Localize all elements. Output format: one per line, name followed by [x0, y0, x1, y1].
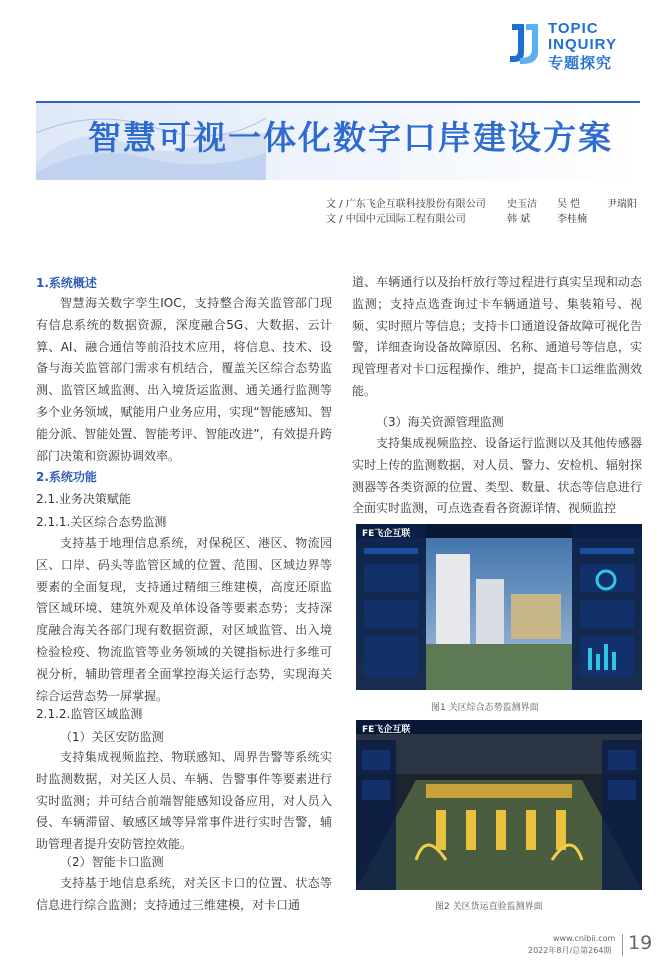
- section-heading-overview: 1.系统概述: [36, 276, 97, 290]
- paragraph-overview: [36, 293, 332, 467]
- footer-url: www.cnibii.com: [553, 934, 616, 943]
- author-affiliation-1: 文 / 广东飞企互联科技股份有限公司: [326, 199, 486, 210]
- article-title: 智慧可视一体化数字口岸建设方案: [88, 118, 613, 157]
- paragraph-text: 支持集成视频监控、物联感知、周界告警等系统实时监测数据，对关区人员、车辆、告警事件等要素进行实时监测；并可结合前端智能感知设备应用，对人员入侵、车辆滞留、敏感区域等异常事件进行实时告警，辅助管理者提升安防管控效能。: [36, 750, 332, 852]
- figure-1-brand: FE飞企互联: [362, 529, 411, 539]
- item-heading: （1）关区安防监测: [60, 730, 164, 744]
- paragraph-security: [36, 747, 332, 856]
- logo-inquiry-text: INQUIRY: [548, 36, 617, 53]
- item-heading: （3）海关资源管理监测: [376, 415, 504, 429]
- author-name: 李桂楠: [557, 214, 587, 225]
- paragraph-situation: [36, 533, 332, 707]
- paragraph-text: 智慧海关数字孪生IOC，支持整合海关监管部门现有信息系统的数据资源，深度融合5G、大数据、云计算、AI、融合通信等前沿技术应用，将信息、技术、设备与海关监管部门需求有机结合，覆盖关区综合态势监测、监管区域监测、出入境货运监测、通关通行监测等多个业务领域，赋能用户业务应用，实现“智能感知、智能分派、智能处置、智能考评、智能改进”，有效提升跨部门决策和资源协调效率。: [36, 296, 332, 463]
- paragraph-text: 道、车辆通行以及抬杆放行等过程进行真实呈现和动态监测；支持点选查询过卡车辆通道号、集装箱号、视频、实时照片等信息；支持卡口通道设备故障可视化告警，详细查询设备故障原因、名称、通道号等信息，实现管理者对卡口远程操作、维护，提高卡口运维监测效能。: [352, 275, 642, 398]
- figure-2-brand: FE飞企互联: [362, 725, 411, 735]
- paragraph-resource: [352, 433, 642, 520]
- figure-1-illustration: [356, 524, 642, 690]
- paragraph-text: 支持集成视频监控、设备运行监测以及其他传感器实时上传的监测数据，对人员、警力、安检机、辐射探测器等各类资源的位置、类型、数量、状态等信息进行全面实时监测，可点选查看各资源详情、视频监控: [352, 436, 642, 516]
- section-heading-function: 2.系统功能: [36, 470, 97, 484]
- logo-topic-text: TOPIC: [548, 20, 599, 37]
- figure-1-caption: 图1 关区综合态势监测界面: [431, 703, 539, 713]
- author-name: 尹瑞阳: [607, 199, 637, 210]
- figure-1-image: [356, 524, 642, 690]
- footer-issue: 2022年8月/总第264期: [528, 946, 612, 955]
- author-name: 吴 恺: [557, 199, 581, 210]
- author-name: 韩 斌: [507, 214, 531, 225]
- paragraph-checkpoint-continued: [352, 272, 642, 403]
- logo-chinese-text: 专题探究: [548, 54, 613, 72]
- paragraph-text: 支持基于地信息系统，对关区卡口的位置、状态等信息进行综合监测；支持通过三维建模，对卡口通: [36, 876, 332, 912]
- subsection-heading: 2.1.2.监管区域监测: [36, 707, 143, 721]
- paragraph-text: 支持基于地理信息系统，对保税区、港区、物流园区、口岸、码头等监管区域的位置、范围、区域边界等要素的全面复现，支持通过精细三维建模，高度还原监管区域环境、建筑外观及单体设备等要素态势；支持深度融合海关各部门现有数据资源，对区域监管、出入境检验检疫、物流监管等业务领域的关键指标进行多维可视分析，辅助管理者全面掌控海关运行态势，实现海关综合运营态势一屏掌握。: [36, 536, 332, 703]
- item-heading: （2）智能卡口监测: [60, 855, 164, 869]
- figure-2-illustration: [356, 720, 642, 890]
- figure-2-image: [356, 720, 642, 890]
- footer-separator: [622, 934, 623, 956]
- subsection-heading: 2.1.1.关区综合态势监测: [36, 515, 167, 529]
- figure-2-caption: 图2 关区货运直验监测界面: [435, 902, 543, 912]
- subsection-heading: 2.1.业务决策赋能: [36, 492, 131, 506]
- author-affiliation-2: 文 / 中国中元国际工程有限公司: [326, 214, 466, 225]
- topic-inquiry-logo-icon: [508, 22, 542, 66]
- paragraph-checkpoint: [36, 873, 332, 917]
- author-name: 史玉洁: [507, 199, 537, 210]
- page-number: 19: [628, 932, 653, 954]
